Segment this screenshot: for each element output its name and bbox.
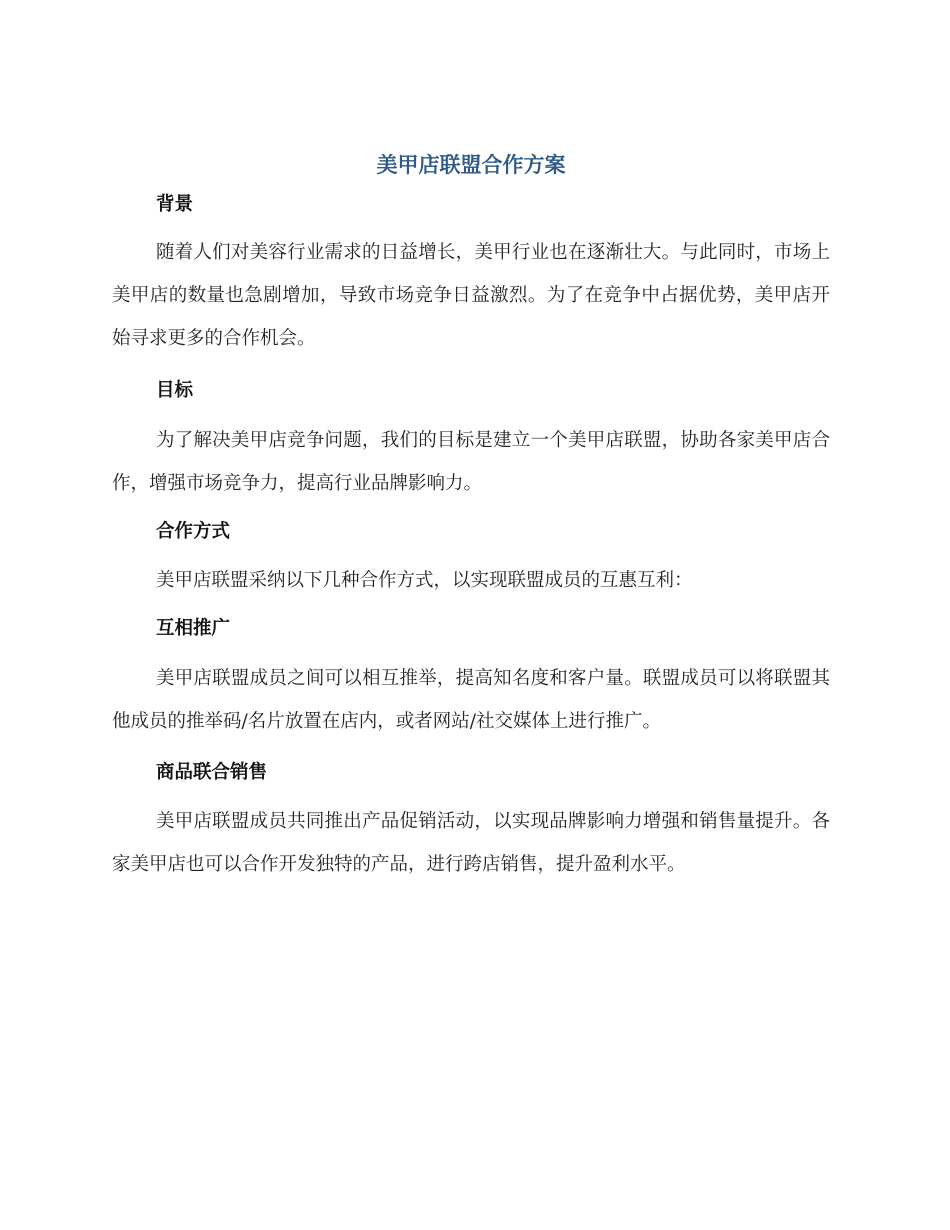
paragraph-mutual-promotion: 美甲店联盟成员之间可以相互推举，提高知名度和客户量。联盟成员可以将联盟其他成员的推举码/名片放置在店内，或者网站/社交媒体上进行推广。 [112, 668, 830, 732]
section-heading-cooperation-method: 合作方式 [156, 521, 231, 542]
paragraph-goal: 为了解决美甲店竞争问题，我们的目标是建立一个美甲店联盟，协助各家美甲店合作，增强市场竞争力，提高行业品牌影响力。 [112, 430, 830, 494]
section-heading-background: 背景 [156, 194, 194, 215]
section-heading-mutual-promotion: 互相推广 [156, 618, 231, 639]
document-title: 美甲店联盟合作方案 [376, 153, 566, 177]
paragraph-background: 随着人们对美容行业需求的日益增长，美甲行业也在逐渐壮大。与此同时，市场上美甲店的数量也急剧增加，导致市场竞争日益激烈。为了在竞争中占据优势，美甲店开始寻求更多的合作机会。 [112, 242, 830, 349]
section-heading-joint-sales: 商品联合销售 [156, 762, 268, 783]
document-content [112, 147, 830, 886]
paragraph-cooperation-method: 美甲店联盟采纳以下几种合作方式，以实现联盟成员的互惠互利： [156, 570, 693, 591]
paragraph-joint-sales: 美甲店联盟成员共同推出产品促销活动，以实现品牌影响力增强和销售量提升。各家美甲店也可以合作开发独特的产品，进行跨店销售，提升盈利水平。 [112, 811, 830, 875]
section-heading-goal: 目标 [156, 380, 194, 401]
